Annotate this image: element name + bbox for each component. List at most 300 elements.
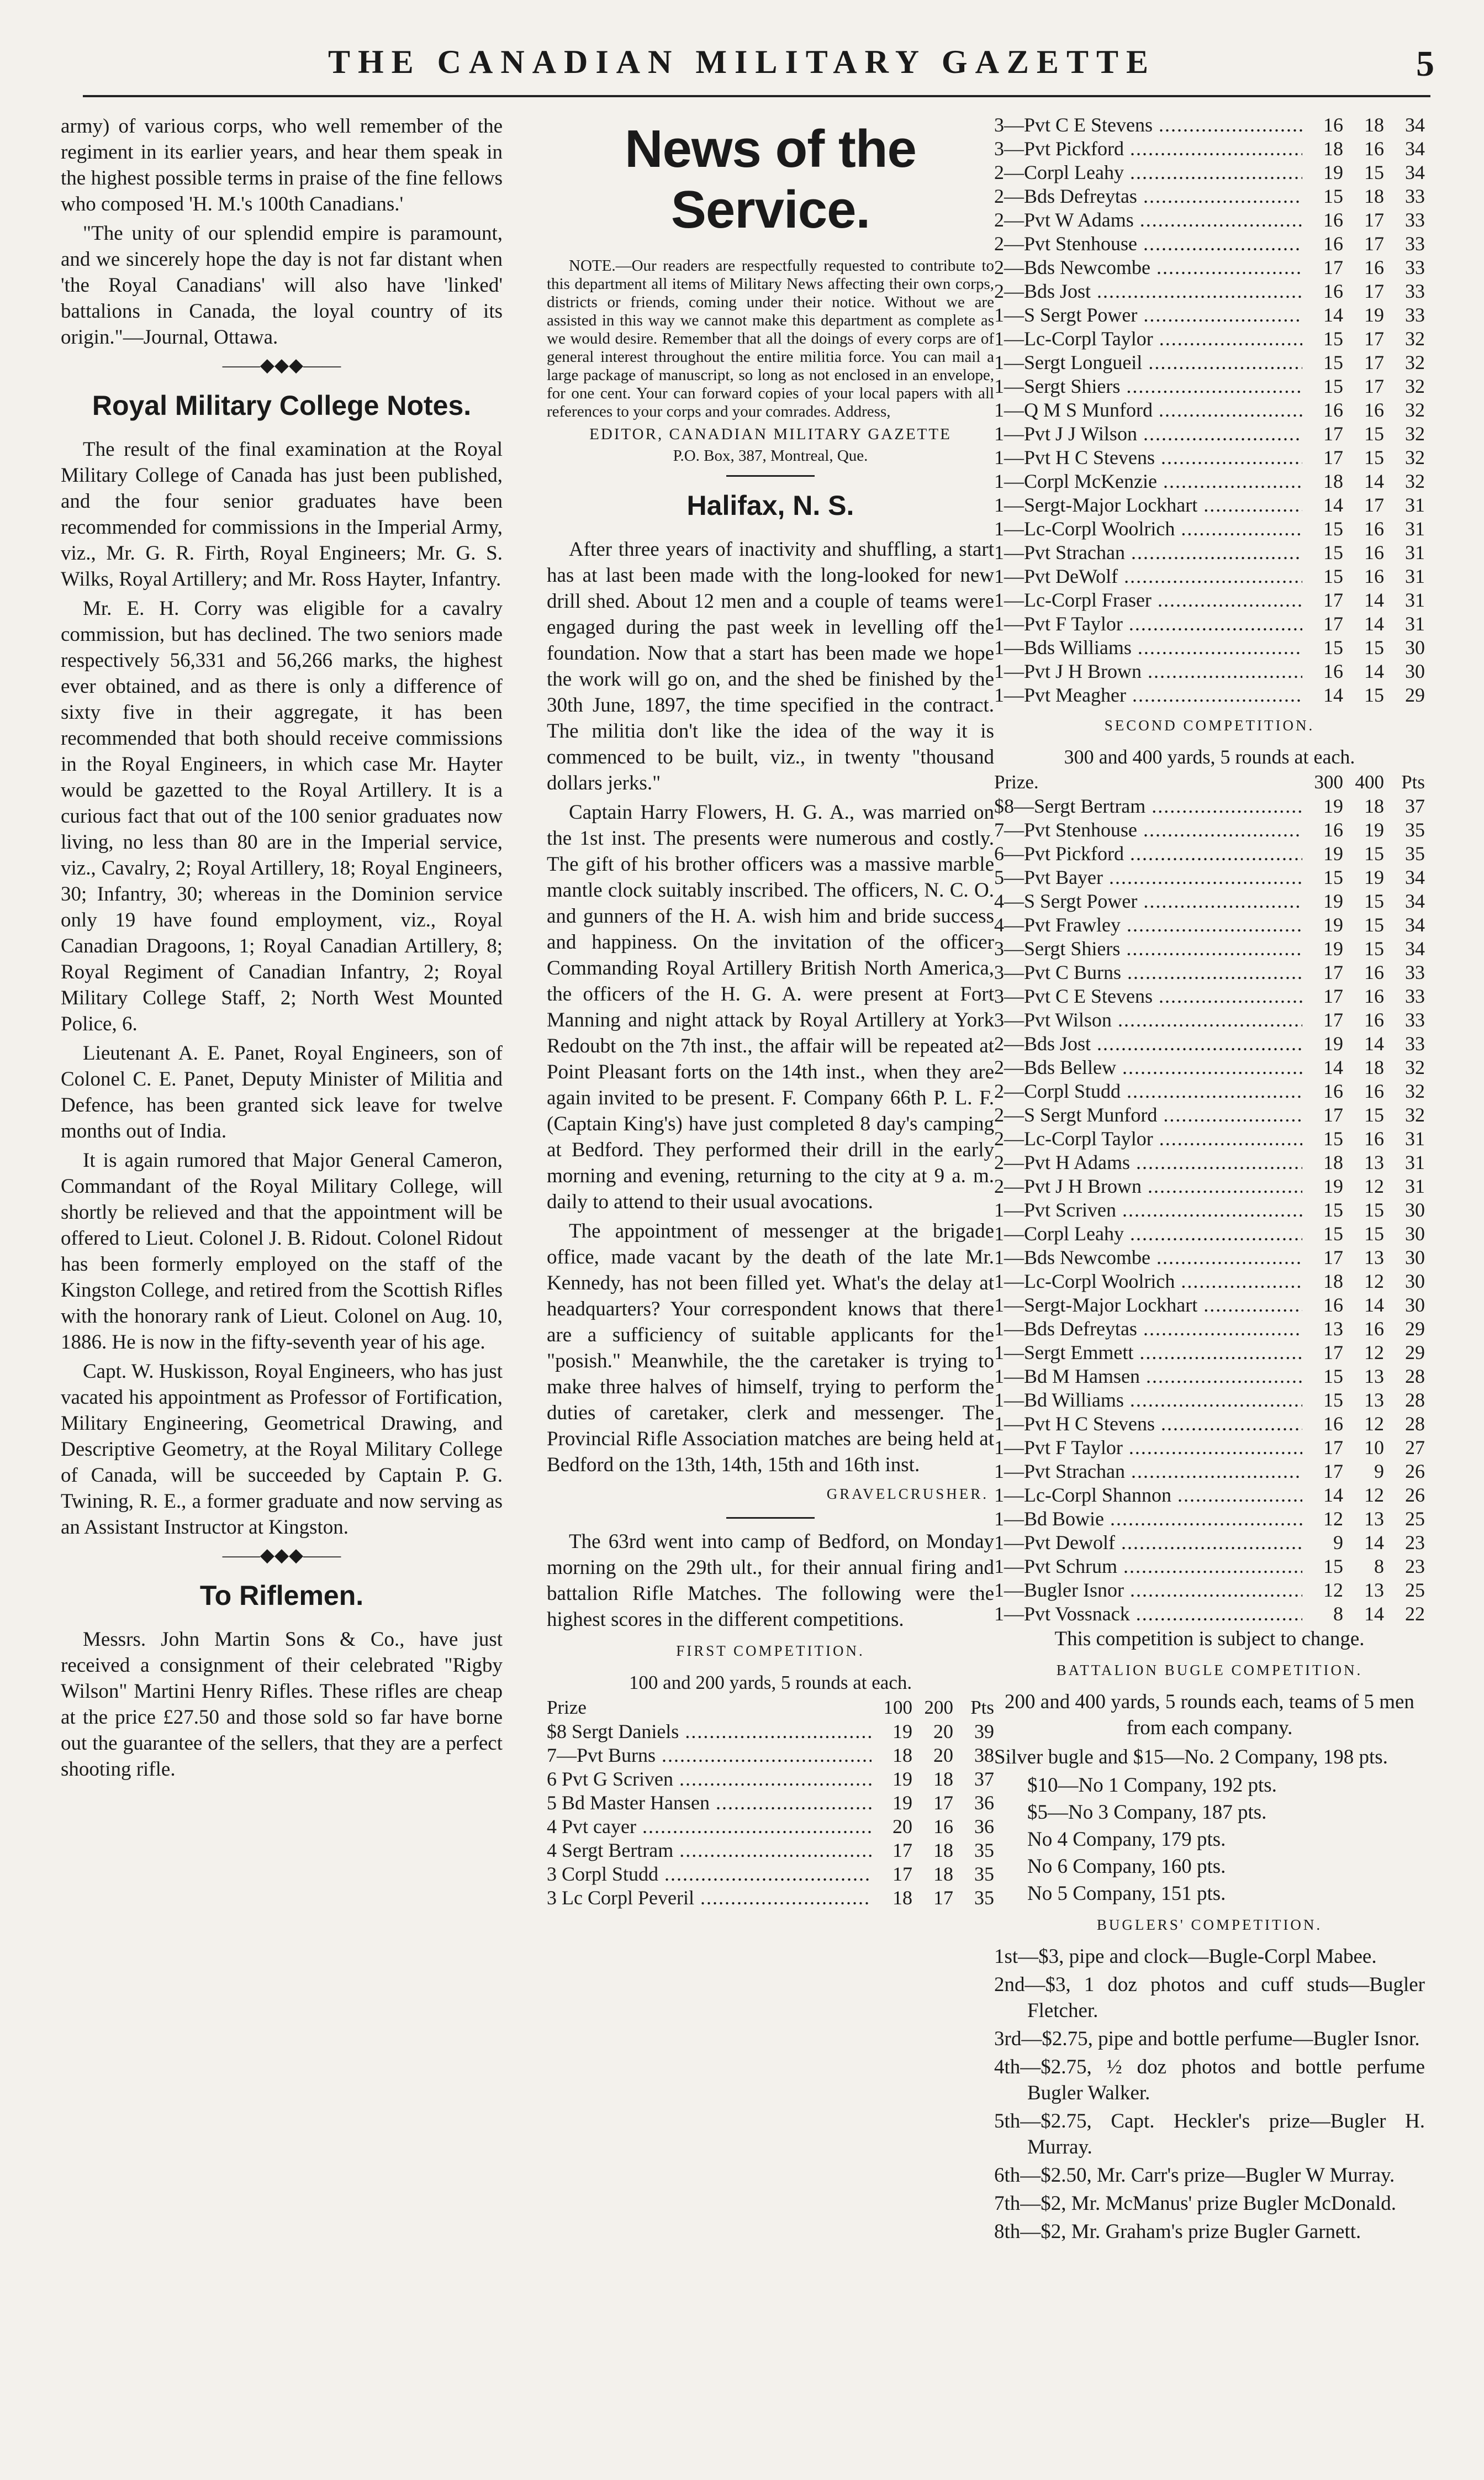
score-value: 20 <box>933 1720 953 1742</box>
score-row <box>994 1127 1425 1151</box>
score-total: 30 <box>1405 636 1425 659</box>
score-row <box>994 961 1425 984</box>
score-row <box>547 1767 994 1791</box>
score-row <box>547 1720 994 1744</box>
editor-address-line: EDITOR, CANADIAN MILITARY GAZETTE <box>589 425 952 443</box>
score-value: 16 <box>1323 1294 1343 1316</box>
score-value: 17 <box>1323 1246 1343 1268</box>
score-row <box>994 1032 1425 1056</box>
score-value: 17 <box>1323 1009 1343 1031</box>
first-competition-scores <box>547 1720 994 1910</box>
article-paragraph: Lieutenant A. E. Panet, Royal Engineers, son of Colonel C. E. Panet, Deputy Minister of Militia and Defence, has been granted sick leave for twelve months out of India. <box>61 1042 503 1142</box>
score-value: 20 <box>892 1815 912 1837</box>
score-value: 12 <box>1323 1508 1343 1530</box>
score-value: 14 <box>1364 1531 1384 1554</box>
score-total: 34 <box>1405 890 1425 912</box>
score-name: 1—Pvt DeWolf ..... <box>994 565 1302 588</box>
score-value: 15 <box>1364 890 1384 912</box>
score-total: 31 <box>1405 613 1425 635</box>
score-value: 18 <box>933 1768 953 1790</box>
score-name: 5 Bd Master Hansen ..... <box>547 1791 872 1815</box>
score-value: 8 <box>1374 1555 1384 1577</box>
score-value: 16 <box>1364 985 1384 1007</box>
score-name: 3—Pvt Wilson ..... <box>994 1008 1302 1032</box>
score-row <box>994 889 1425 913</box>
score-total: 32 <box>1405 446 1425 468</box>
score-value: 16 <box>1323 1080 1343 1102</box>
score-row <box>994 1555 1425 1578</box>
score-row <box>994 1293 1425 1317</box>
score-value: 17 <box>1364 351 1384 373</box>
score-value: 17 <box>892 1839 912 1861</box>
score-row <box>994 137 1425 161</box>
bugle-result: $5—No 3 Company, 187 pts. <box>1027 1801 1267 1824</box>
score-value: 18 <box>1323 138 1343 160</box>
score-value: 14 <box>1364 1603 1384 1625</box>
short-rule <box>726 1517 815 1519</box>
score-total: 29 <box>1405 1341 1425 1363</box>
score-row <box>994 1246 1425 1270</box>
score-value: 14 <box>1364 470 1384 492</box>
signature: GRAVELCRUSHER. <box>826 1486 989 1502</box>
score-value: 19 <box>1364 819 1384 841</box>
score-value: 12 <box>1323 1579 1343 1601</box>
score-name: 1—Corpl Leahy ..... <box>994 1222 1302 1246</box>
score-row <box>994 1483 1425 1507</box>
score-name: 2—Pvt W Adams ..... <box>994 208 1302 232</box>
score-value: 16 <box>1364 138 1384 160</box>
ornament-divider: ——◆◆◆—— <box>222 1545 341 1566</box>
score-value: 18 <box>892 1887 912 1909</box>
score-name: 1—Bd Bowie ..... <box>994 1507 1302 1531</box>
score-value: 13 <box>1364 1579 1384 1601</box>
score-total: 33 <box>1405 1033 1425 1055</box>
score-row <box>994 422 1425 446</box>
score-total: 29 <box>1405 684 1425 706</box>
short-rule <box>726 475 815 477</box>
score-value: 15 <box>1323 1223 1343 1245</box>
score-total: 32 <box>1405 351 1425 373</box>
score-name: 1—Bds Williams ..... <box>994 636 1302 660</box>
score-row <box>547 1862 994 1886</box>
score-row <box>994 794 1425 818</box>
score-name: 1—Pvt Strachan ..... <box>994 541 1302 565</box>
score-value: 15 <box>1323 565 1343 587</box>
score-total: 31 <box>1405 518 1425 540</box>
score-name: 1—Bugler Isnor ..... <box>994 1578 1302 1602</box>
score-value: 17 <box>1364 233 1384 255</box>
score-value: 14 <box>1364 1033 1384 1055</box>
score-row <box>994 565 1425 588</box>
score-value: 9 <box>1333 1531 1343 1554</box>
score-name: 2—Pvt J H Brown ..... <box>994 1175 1302 1198</box>
score-total: 32 <box>1405 1056 1425 1078</box>
header-col: 400 <box>1355 771 1384 793</box>
bugle-competition-heading: BATTALION BUGLE COMPETITION. <box>1056 1662 1363 1678</box>
score-value: 19 <box>1323 1033 1343 1055</box>
score-value: 16 <box>1323 280 1343 302</box>
score-total: 29 <box>1405 1318 1425 1340</box>
score-name: 2—Corpl Studd ..... <box>994 1080 1302 1103</box>
score-value: 14 <box>1323 494 1343 516</box>
score-total: 31 <box>1405 589 1425 611</box>
score-name: 1—Pvt J J Wilson ..... <box>994 422 1302 446</box>
score-value: 15 <box>1323 636 1343 659</box>
bugler-result: 2nd—$3, 1 doz photos and cuff studs—Bugler Fletcher. <box>994 1973 1425 2022</box>
score-name: 5—Pvt Bayer ..... <box>994 866 1302 889</box>
score-name: 1—Sergt-Major Lockhart ..... <box>994 1293 1302 1317</box>
score-value: 8 <box>1333 1603 1343 1625</box>
score-value: 18 <box>1364 1056 1384 1078</box>
header-prize: Prize. <box>994 771 1039 793</box>
score-value: 17 <box>1323 985 1343 1007</box>
score-total: 32 <box>1405 1080 1425 1102</box>
news-of-service-title: News of the Service. <box>625 119 916 239</box>
bugler-result: 1st—$3, pipe and clock—Bugle-Corpl Mabee. <box>994 1945 1377 1968</box>
score-row <box>547 1886 994 1910</box>
score-value: 17 <box>1364 375 1384 397</box>
header-col: 100 <box>883 1697 912 1718</box>
score-row <box>994 1198 1425 1222</box>
score-value: 17 <box>1364 328 1384 350</box>
po-box-line: P.O. Box, 387, Montreal, Que. <box>673 447 868 465</box>
score-total: 38 <box>974 1744 994 1766</box>
score-name: 4 Sergt Bertram ..... <box>547 1839 872 1862</box>
score-name: 1—Pvt H C Stevens ..... <box>994 1412 1302 1436</box>
score-row <box>994 446 1425 470</box>
score-row <box>547 1791 994 1815</box>
score-name: 1—Pvt Schrum ..... <box>994 1555 1302 1578</box>
second-competition-heading: SECOND COMPETITION. <box>1104 717 1315 734</box>
newspaper-title: THE CANADIAN MILITARY GAZETTE <box>328 44 1156 80</box>
score-value: 16 <box>1364 518 1384 540</box>
score-value: 19 <box>1323 938 1343 960</box>
score-value: 15 <box>1364 684 1384 706</box>
score-value: 15 <box>1323 351 1343 373</box>
score-total: 33 <box>1405 233 1425 255</box>
header-col: 200 <box>924 1697 953 1718</box>
score-header <box>994 770 1425 794</box>
score-name: 2—Bds Bellew ..... <box>994 1056 1302 1080</box>
score-name: 1—Sergt Shiers ..... <box>994 375 1302 398</box>
score-total: 26 <box>1405 1460 1425 1482</box>
score-name: 2—Pvt H Adams ..... <box>994 1151 1302 1175</box>
score-name: 1—Pvt H C Stevens ..... <box>994 446 1302 470</box>
bugler-result: 4th—$2.75, ½ doz photos and bottle perfume Bugler Walker. <box>994 2056 1425 2104</box>
score-value: 17 <box>1364 494 1384 516</box>
page-number: 5 <box>1416 44 1434 84</box>
bugle-result: No 6 Company, 160 pts. <box>1027 1855 1226 1878</box>
score-row <box>994 256 1425 280</box>
score-total: 31 <box>1405 1151 1425 1173</box>
score-value: 15 <box>1364 843 1384 865</box>
score-name: 6—Pvt Pickford ..... <box>994 842 1302 866</box>
score-total: 27 <box>1405 1436 1425 1458</box>
score-value: 14 <box>1364 613 1384 635</box>
score-name: 3 Corpl Studd ..... <box>547 1862 872 1886</box>
score-name: 2—S Sergt Munford ..... <box>994 1103 1302 1127</box>
score-name: 1—Sergt-Major Lockhart ..... <box>994 493 1302 517</box>
score-row <box>994 866 1425 889</box>
score-value: 18 <box>933 1863 953 1885</box>
second-competition-scores <box>994 794 1425 1626</box>
score-value: 9 <box>1374 1460 1384 1482</box>
score-value: 17 <box>1323 961 1343 983</box>
score-name: 3—Pvt C E Stevens ..... <box>994 984 1302 1008</box>
ornament-divider: ——◆◆◆—— <box>222 355 341 376</box>
score-value: 17 <box>1323 1436 1343 1458</box>
score-row <box>994 1388 1425 1412</box>
score-value: 15 <box>1364 636 1384 659</box>
score-header <box>547 1696 994 1720</box>
score-name: 1—Corpl McKenzie ..... <box>994 470 1302 493</box>
header-col: Pts <box>1401 771 1425 793</box>
score-value: 15 <box>1364 914 1384 936</box>
score-total: 30 <box>1405 1294 1425 1316</box>
score-row <box>547 1744 994 1767</box>
score-total: 32 <box>1405 423 1425 445</box>
score-total: 34 <box>1405 114 1425 136</box>
score-value: 19 <box>1323 795 1343 817</box>
column-1 <box>61 113 503 1786</box>
score-row <box>994 1460 1425 1483</box>
score-row <box>994 470 1425 493</box>
score-value: 16 <box>1364 1318 1384 1340</box>
bugle-result: No 4 Company, 179 pts. <box>1027 1828 1226 1851</box>
score-total: 30 <box>1405 1223 1425 1245</box>
score-value: 18 <box>892 1744 912 1766</box>
score-total: 28 <box>1405 1413 1425 1435</box>
score-name: 1—Q M S Munford ..... <box>994 398 1302 422</box>
score-value: 17 <box>933 1887 953 1909</box>
score-name: 1—Pvt Scriven ..... <box>994 1198 1302 1222</box>
score-row <box>994 913 1425 937</box>
score-total: 32 <box>1405 1104 1425 1126</box>
score-value: 16 <box>1364 399 1384 421</box>
score-row <box>994 1175 1425 1198</box>
score-value: 16 <box>1364 565 1384 587</box>
score-value: 13 <box>1364 1246 1384 1268</box>
score-total: 33 <box>1405 280 1425 302</box>
score-value: 18 <box>1323 1270 1343 1292</box>
score-total: 31 <box>1405 1128 1425 1150</box>
score-value: 13 <box>1364 1365 1384 1387</box>
score-total: 26 <box>1405 1484 1425 1506</box>
header-col: 300 <box>1314 771 1343 793</box>
score-value: 18 <box>1364 795 1384 817</box>
score-row <box>994 351 1425 375</box>
score-value: 15 <box>1323 1555 1343 1577</box>
score-name: 1—Pvt J H Brown ..... <box>994 660 1302 683</box>
score-value: 15 <box>1323 541 1343 564</box>
score-value: 17 <box>1323 1104 1343 1126</box>
score-total: 35 <box>1405 819 1425 841</box>
bugler-result: 8th—$2, Mr. Graham's prize Bugler Garnett. <box>994 2220 1361 2243</box>
score-row <box>994 937 1425 961</box>
score-value: 16 <box>1323 1413 1343 1435</box>
score-value: 14 <box>1364 1294 1384 1316</box>
score-value: 17 <box>892 1863 912 1885</box>
editor-note: NOTE.—Our readers are respectfully requested to contribute to this department all items of Military News affecting their own corps, districts or friends, coming under their notice. Without we are assisted in this way we cannot make this department as complete as we would desire. Remember that all the doings of every corps are of general interest throughout the entire militia force. You can mail a large package of manuscript, so long as not enclosed in an envelope, for one cent. Your can forward copies of your local papers with all references to your corps and your comrades. Address, <box>547 257 994 420</box>
score-total: 35 <box>974 1839 994 1861</box>
score-total: 34 <box>1405 161 1425 183</box>
intro-paragraph: army) of various corps, who well remember of the regiment in its earlier years, and hear them speak in the highest possible terms in praise of the fine fellows who composed 'H. M.'s 100th Canadians.' <box>61 115 503 215</box>
score-value: 17 <box>1364 209 1384 231</box>
intro-paragraph: "The unity of our splendid empire is paramount, and we sincerely hope the day is not far distant when 'the Royal Canadians' will also have 'linked' battalions in Canada, the loyal country of its origin."—Journal, Ottawa. <box>61 222 503 349</box>
score-total: 34 <box>1405 866 1425 888</box>
score-value: 16 <box>1323 114 1343 136</box>
score-name: 4—Pvt Frawley ..... <box>994 913 1302 937</box>
score-value: 16 <box>1364 1128 1384 1150</box>
score-row <box>994 327 1425 351</box>
score-name: $8—Sergt Bertram ..... <box>994 794 1302 818</box>
score-value: 15 <box>1323 518 1343 540</box>
score-total: 23 <box>1405 1531 1425 1554</box>
score-value: 15 <box>1323 1389 1343 1411</box>
score-row <box>994 660 1425 683</box>
bugle-result: $10—No 1 Company, 192 pts. <box>1027 1774 1277 1797</box>
score-row <box>994 1507 1425 1531</box>
score-row <box>994 1270 1425 1293</box>
score-name: 1—Bds Defreytas ..... <box>994 1317 1302 1341</box>
score-name: 1—Lc-Corpl Taylor ..... <box>994 327 1302 351</box>
score-value: 15 <box>1364 446 1384 468</box>
score-value: 19 <box>892 1720 912 1742</box>
article-paragraph: Capt. W. Huskisson, Royal Engineers, who has just vacated his appointment as Professor of Fortification, Military Engineering, Geometrical Drawing, and Descriptive Geometry, at the Royal Military College of Canada, will be succeeded by Captain P. G. Twining, R. E., a former graduate and now serving as an Assistant Instructor at Kingston. <box>61 1360 503 1539</box>
score-row <box>994 280 1425 303</box>
score-row <box>994 1436 1425 1460</box>
score-value: 12 <box>1364 1270 1384 1292</box>
score-total: 32 <box>1405 470 1425 492</box>
score-total: 32 <box>1405 375 1425 397</box>
score-value: 14 <box>1323 1484 1343 1506</box>
score-row <box>994 818 1425 842</box>
score-row <box>994 232 1425 256</box>
score-value: 20 <box>933 1744 953 1766</box>
score-total: 33 <box>1405 185 1425 207</box>
score-value: 17 <box>1323 613 1343 635</box>
score-value: 15 <box>1323 328 1343 350</box>
score-value: 12 <box>1364 1413 1384 1435</box>
score-value: 19 <box>1323 843 1343 865</box>
score-total: 31 <box>1405 1175 1425 1197</box>
score-value: 15 <box>1323 1365 1343 1387</box>
header-col: Pts <box>970 1697 994 1718</box>
score-name: 3—Pvt C E Stevens ..... <box>994 113 1302 137</box>
header-rule <box>83 95 1430 97</box>
score-total: 22 <box>1405 1603 1425 1625</box>
score-value: 16 <box>1364 541 1384 564</box>
score-value: 19 <box>1323 161 1343 183</box>
score-row <box>994 208 1425 232</box>
score-total: 31 <box>1405 494 1425 516</box>
score-value: 16 <box>933 1815 953 1837</box>
score-value: 15 <box>1323 866 1343 888</box>
score-row <box>994 1080 1425 1103</box>
score-name: $8 Sergt Daniels ..... <box>547 1720 872 1744</box>
score-row <box>994 1412 1425 1436</box>
score-value: 13 <box>1364 1151 1384 1173</box>
score-value: 16 <box>1364 256 1384 278</box>
score-value: 17 <box>1323 1460 1343 1482</box>
score-value: 18 <box>1323 1151 1343 1173</box>
score-name: 6 Pvt G Scriven ..... <box>547 1767 872 1791</box>
score-row <box>994 612 1425 636</box>
change-note: This competition is subject to change. <box>1054 1628 1365 1650</box>
score-total: 33 <box>1405 256 1425 278</box>
article-paragraph: Captain Harry Flowers, H. G. A., was married on the 1st inst. The presents were numerous and costly. The gift of his brother officers was a massive marble mantle clock suitably inscribed. The officers, N. C. O. and gunners of the H. A. wish him and bride success and happiness. On the invitation of the officer Commanding Royal Artillery British North America, the officers of the H. G. A. were present at Fort Manning and night attack by Royal Artillery at York Redoubt on the 7th inst., the affair will be repeated at Point Pleasant forts on the 14th inst., when they are again invited to be present. F. Company 66th P. L. F. (Captain King's) have just completed 8 day's camping at Bedford. They performed their drill in the early morning and evening, returning to the city at 9 a. m. daily to attend to their usual avocations. <box>547 801 994 1213</box>
score-value: 15 <box>1364 938 1384 960</box>
score-row <box>994 517 1425 541</box>
first-competition-heading: FIRST COMPETITION. <box>676 1642 865 1659</box>
score-name: 2—Pvt Stenhouse ..... <box>994 232 1302 256</box>
score-value: 17 <box>1323 423 1343 445</box>
score-value: 16 <box>1364 1009 1384 1031</box>
score-name: 2—Bds Newcombe ..... <box>994 256 1302 280</box>
score-row <box>994 1578 1425 1602</box>
score-name: 1—Lc-Corpl Shannon ..... <box>994 1483 1302 1507</box>
score-row <box>994 984 1425 1008</box>
score-total: 33 <box>1405 209 1425 231</box>
score-row <box>994 1602 1425 1626</box>
article-paragraph: After three years of inactivity and shuffling, a start has at last been made with the long-looked for new drill shed. About 12 men and a couple of teams were engaged during the past week in levelling off the foundation. Now that a start has been made we hope the work will go on, and the shed be finished by the 30th June, 1897, the time specified in the contract. The militia don't like the idea of the way it is commenced to be built, viz., in twenty "thousand dollars jerks." <box>547 538 994 794</box>
score-row <box>994 1222 1425 1246</box>
score-total: 35 <box>974 1887 994 1909</box>
score-value: 13 <box>1364 1508 1384 1530</box>
score-row <box>994 683 1425 707</box>
score-value: 14 <box>1364 660 1384 682</box>
score-value: 12 <box>1364 1341 1384 1363</box>
score-row <box>994 375 1425 398</box>
score-total: 30 <box>1405 660 1425 682</box>
score-value: 15 <box>1323 375 1343 397</box>
score-total: 37 <box>1405 795 1425 817</box>
score-value: 14 <box>1364 589 1384 611</box>
score-row <box>994 398 1425 422</box>
score-value: 10 <box>1364 1436 1384 1458</box>
score-value: 19 <box>1323 1175 1343 1197</box>
score-total: 25 <box>1405 1508 1425 1530</box>
score-value: 17 <box>933 1792 953 1814</box>
score-name: 1—Pvt Strachan ..... <box>994 1460 1302 1483</box>
score-value: 15 <box>1364 1223 1384 1245</box>
bugle-result: Silver bugle and $15—No. 2 Company, 198 pts. <box>994 1746 1388 1768</box>
score-name: 4—S Sergt Power ..... <box>994 889 1302 913</box>
score-row <box>994 636 1425 660</box>
score-total: 35 <box>974 1863 994 1885</box>
score-value: 18 <box>933 1839 953 1861</box>
score-total: 39 <box>974 1720 994 1742</box>
score-total: 31 <box>1405 565 1425 587</box>
score-value: 17 <box>1364 280 1384 302</box>
score-total: 32 <box>1405 328 1425 350</box>
score-name: 1—Bd M Hamsen ..... <box>994 1365 1302 1388</box>
score-name: 2—Bds Jost ..... <box>994 1032 1302 1056</box>
score-name: 3—Sergt Shiers ..... <box>994 937 1302 961</box>
score-name: 1—Pvt Vossnack ..... <box>994 1602 1302 1626</box>
score-name: 2—Bds Jost ..... <box>994 280 1302 303</box>
score-value: 19 <box>1364 304 1384 326</box>
score-value: 12 <box>1364 1175 1384 1197</box>
score-row <box>994 1341 1425 1365</box>
score-total: 34 <box>1405 938 1425 960</box>
score-total: 30 <box>1405 1270 1425 1292</box>
score-row <box>994 1056 1425 1080</box>
article-paragraph: The 63rd went into camp of Bedford, on Monday morning on the 29th ult., for their annual firing and battalion Rifle Matches. The following were the highest scores in the different competitions. <box>547 1530 994 1631</box>
score-total: 28 <box>1405 1365 1425 1387</box>
score-row <box>547 1815 994 1839</box>
score-name: 2—Corpl Leahy ..... <box>994 161 1302 185</box>
